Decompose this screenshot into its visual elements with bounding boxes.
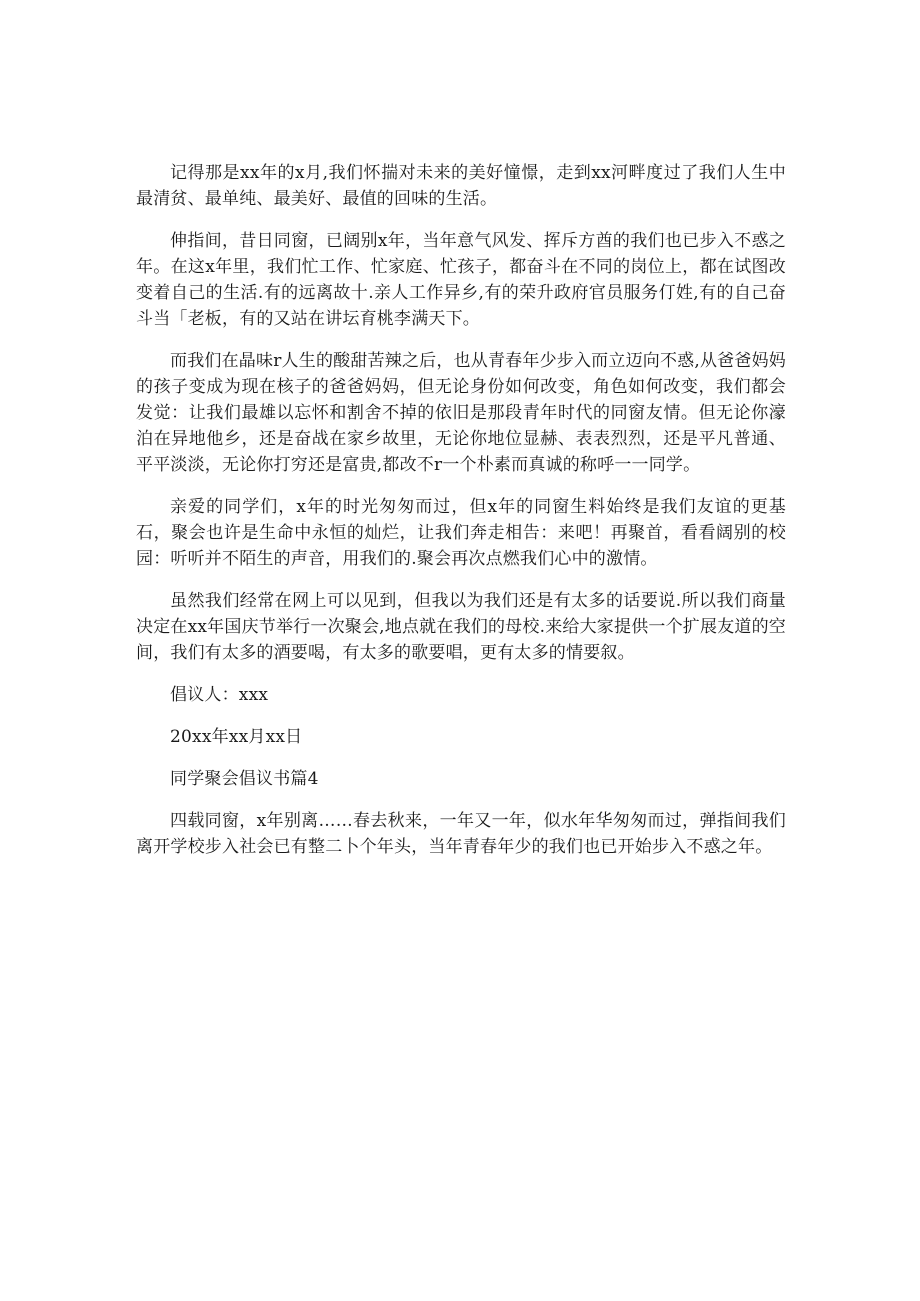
paragraph-reunion-plan: 虽然我们经常在网上可以见到，但我以为我们还是有太多的话要说.所以我们商量决定在xx年国庆节举行一次聚会,地点就在我们的母校.来给大家提供一个扩展友道的空间，我们有太多的酒要喝，有太多的歌要唱，更有太多的情要叙。 [136,591,786,663]
paragraph-four-years: 四载同窗，x年别离……春去秋来，一年又一年，似水年华匆匆而过，弹指间我们离开学校步入社会已有整二卜个年头，当年青春年少的我们也已开始步入不惑之年。 [136,811,786,857]
document-body [136,160,786,876]
section-heading: 同学聚会倡议书篇4 [170,769,319,789]
paragraph-friendship: 而我们在晶味r人生的酸甜苦辣之后，也从青春年少步入而立迈向不惑,从爸爸妈妈的孩子变成为现在核子的爸爸妈妈，但无论身份如何改变，角色如何改变，我们都会发觉：让我们最雄以忘怀和割舍不掉的依旧是那段青年时代的同窗友情。但无论你濠泊在异地他乡，还是奋战在家乡故里，无论你地位显赫、表表烈烈，还是平凡普通、平平淡淡，无论你打穷还是富贵,都改不r一个朴素而真诚的称呼一一同学。 [136,351,786,475]
date-line: 20xx年xx月xx日 [170,727,303,747]
paragraph-memory: 记得那是xx年的x月,我们怀揣对未来的美好憧憬，走到xx河畔度过了我们人生中最清贫、最单纯、最美好、最值的回味的生活。 [136,163,786,209]
paragraph-invitation: 亲爱的同学们，x年的时光匆匆而过，但x年的同窗生料始终是我们友谊的更基石，聚会也许是生命中永恒的灿烂，让我们奔走相告：来吧！再聚首，看看阔别的校园：听听并不陌生的声音，用我们的.聚会再次点燃我们心中的激情。 [136,497,786,569]
initiator-line: 倡议人：xxx [170,685,269,705]
paragraph-years-apart: 伸指间，昔日同窗，已阔别x年，当年意气风发、挥斥方酋的我们也已步入不惑之年。在这x年里，我们忙工作、忙家庭、忙孩子，都奋斗在不同的岗位上，都在试图改变着自己的生活.有的远离故十.亲人工作异乡,有的荣升政府官员服务仃姓,有的自己奋斗当「老板，有的又站在讲坛育桃李满天下。 [136,231,786,329]
